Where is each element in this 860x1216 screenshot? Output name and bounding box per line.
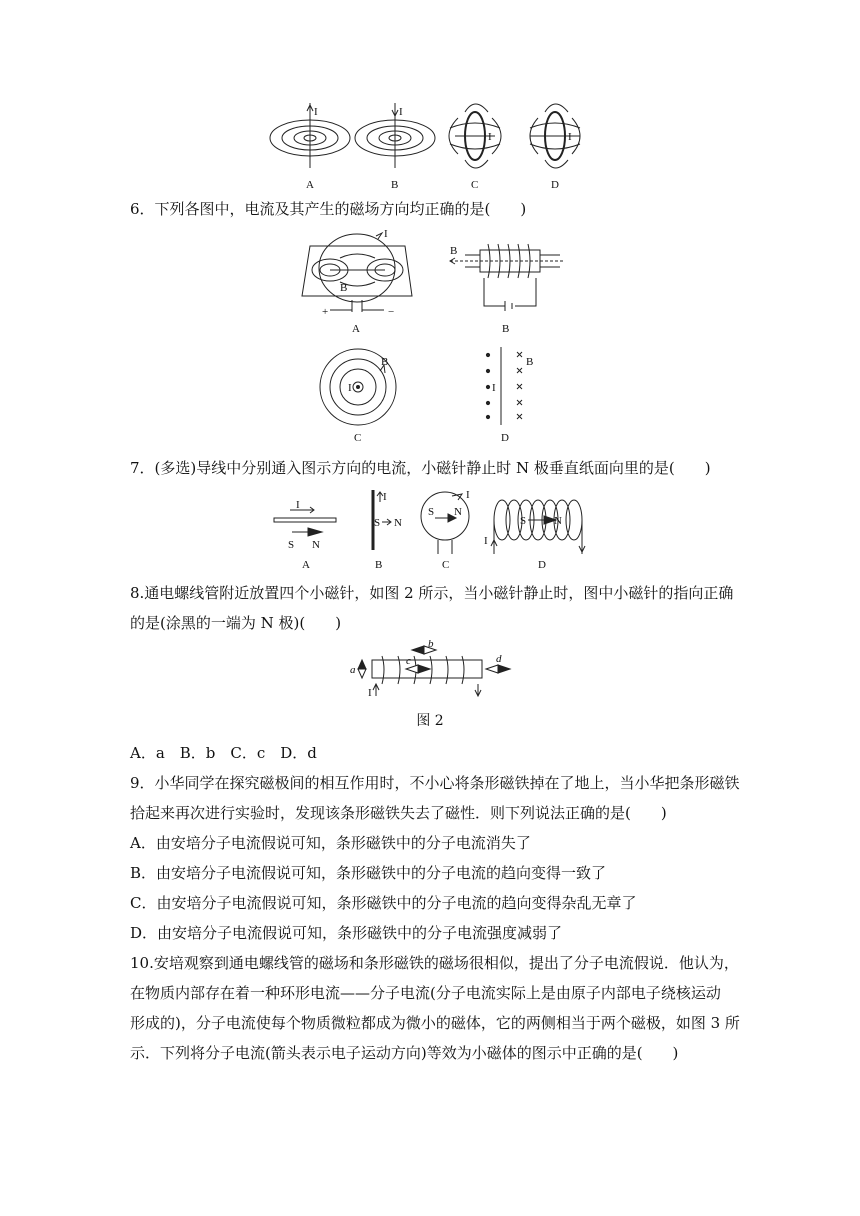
q7-d-n: N <box>554 515 562 527</box>
q6-a-plus: + <box>322 306 329 318</box>
q7-label-b: B <box>375 559 383 571</box>
needle-a <box>358 660 366 678</box>
q7-c-current: I <box>466 489 470 501</box>
q7-stem: 7．(多选)导线中分别通入图示方向的电流，小磁针静止时 N 极垂直纸面向里的是( ) <box>130 459 711 477</box>
q10-line1: 10.安培观察到通电螺线管的磁场和条形磁铁的磁场很相似，提出了分子电流假说．他认为， <box>130 954 739 972</box>
figure-top-c <box>449 104 501 168</box>
needle-c-label: c <box>406 655 411 667</box>
q8-options <box>130 738 730 768</box>
q10-line4: 示．下列将分子电流(箭头表示电子运动方向)等效为小磁体的图示中正确的是( ) <box>130 1044 679 1062</box>
question-7 <box>130 453 730 483</box>
q6-d-field: B <box>526 356 534 368</box>
q6-a-minus: − <box>388 306 395 318</box>
figure-2-caption: 图 2 <box>416 713 444 729</box>
q6-label-c: C <box>354 432 362 444</box>
q7-figure-c <box>421 492 469 554</box>
q7-figure-d <box>491 500 585 554</box>
q8-stem-line2: 的是(涂黑的一端为 N 极)( ) <box>130 614 342 632</box>
question-10 <box>130 948 740 1068</box>
q7-figure-a <box>274 507 336 536</box>
q6-b-field: B <box>450 245 458 257</box>
q8-figure <box>340 638 520 700</box>
q10-line2: 在物质内部存在着一种环形电流——分子电流(分子电流实际上是由原子内部电子绕核运动 <box>130 984 721 1002</box>
figure-top-b <box>355 103 435 168</box>
q10-line3: 形成的)，分子电流使每个物质微粒都成为微小的磁体，它的两侧相当于两个磁极，如图 3 所 <box>130 1014 740 1032</box>
q6-a-current: I <box>384 228 388 240</box>
q7-c-s: S <box>428 506 435 518</box>
q8-options-text: A．a B．b C．c D．d <box>130 744 317 762</box>
needle-d-label: d <box>496 653 502 665</box>
q6-figure-a <box>302 233 412 312</box>
q7-a-n: N <box>312 539 320 551</box>
q8-solenoid <box>372 656 482 696</box>
q6-a-field: B <box>340 282 348 294</box>
q6-stem: 6．下列各图中，电流及其产生的磁场方向均正确的是( ) <box>130 200 527 218</box>
q7-b-n: N <box>394 517 402 529</box>
q7-label-a: A <box>302 559 310 571</box>
q9-option-b: B．由安培分子电流假说可知，条形磁铁中的分子电流的趋向变得一致了 <box>130 864 607 882</box>
q6-label-d: D <box>501 432 509 444</box>
q6-d-current: I <box>492 382 496 394</box>
q7-b-current: I <box>383 491 387 503</box>
q9-option-d: D．由安培分子电流假说可知，条形磁铁中的分子电流强度减弱了 <box>130 924 563 942</box>
q6-c-field: B <box>381 356 389 368</box>
figure-top-a <box>270 103 350 168</box>
q9-stem-line1: 9．小华同学在探究磁极间的相互作用时，不小心将条形磁铁掉在了地上，当小华把条形磁铁 <box>130 774 740 792</box>
q7-a-s: S <box>288 539 295 551</box>
top-a-current: I <box>314 106 318 118</box>
top-c-current: I <box>488 131 492 143</box>
figure-top-d <box>530 104 580 168</box>
q6-label-b: B <box>502 323 510 335</box>
q7-b-s: S <box>374 517 381 529</box>
q6-label-a: A <box>352 323 360 335</box>
q6-d-crosses <box>517 352 522 419</box>
question-9 <box>130 768 740 948</box>
q8-stem-line1: 8.通电螺线管附近放置四个小磁针，如图 2 所示，当小磁针静止时，图中小磁针的指向正确 <box>130 584 734 602</box>
q9-stem-line2: 拾起来再次进行实验时，发现该条形磁铁失去了磁性．则下列说法正确的是( ) <box>130 804 667 822</box>
q7-label-d: D <box>538 559 546 571</box>
top-label-b: B <box>391 179 399 191</box>
needle-b-label: b <box>428 638 434 650</box>
q7-a-current: I <box>296 499 300 511</box>
q8-current: I <box>368 687 372 699</box>
top-field-figures <box>260 98 600 193</box>
top-label-d: D <box>551 179 559 191</box>
q6-figure-b <box>450 244 565 311</box>
q7-c-n: N <box>454 506 462 518</box>
q6-figures-row2 <box>318 345 548 445</box>
q6-figures-row1 <box>300 228 580 336</box>
q9-option-c: C．由安培分子电流假说可知，条形磁铁中的分子电流的趋向变得杂乱无章了 <box>130 894 637 912</box>
q7-figures <box>270 488 600 573</box>
top-b-current: I <box>399 106 403 118</box>
top-label-a: A <box>306 179 314 191</box>
q9-option-a: A．由安培分子电流假说可知，条形磁铁中的分子电流消失了 <box>130 834 531 852</box>
top-label-c: C <box>471 179 479 191</box>
question-6 <box>130 194 730 224</box>
needle-d <box>486 665 510 673</box>
q6-c-current: I <box>348 382 352 394</box>
q7-d-current: I <box>484 535 488 547</box>
needle-a-label: a <box>350 664 356 676</box>
q7-d-s: S <box>520 515 527 527</box>
question-8 <box>130 578 734 638</box>
top-d-current: I <box>568 131 572 143</box>
q7-label-c: C <box>442 559 450 571</box>
